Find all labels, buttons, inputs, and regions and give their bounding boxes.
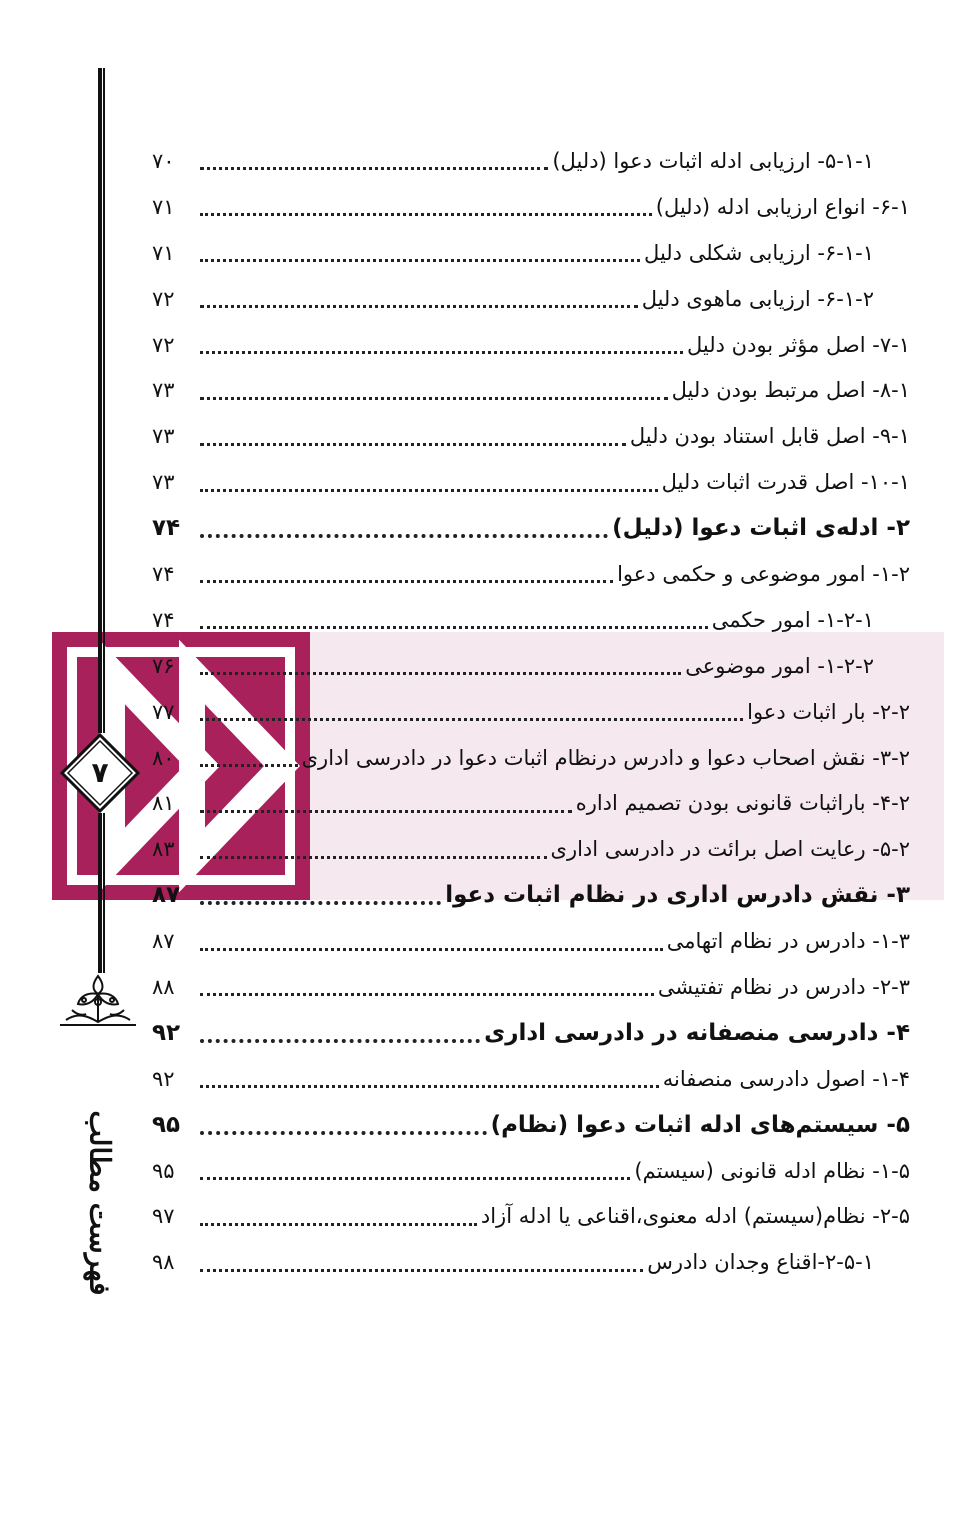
toc-dot-leader bbox=[200, 259, 640, 262]
toc-entry-title: ۲-۳- دادرس در نظام تفتیشی bbox=[657, 974, 910, 999]
toc-entry-title: ۷-۱- اصل مؤثر بودن دلیل bbox=[687, 332, 910, 357]
toc-entry-title: ۱-۵- نظام ادله قانونی (سیستم) bbox=[634, 1158, 910, 1183]
toc-entry-page-number: ۷۳ bbox=[152, 470, 175, 495]
toc-dot-leader bbox=[200, 1085, 659, 1088]
toc-entry bbox=[152, 1102, 910, 1148]
toc-entry-title: ۵-۱-۱- ارزیابی ادله اثبات دعوا (دلیل) bbox=[552, 148, 874, 173]
left-rail-bottom-inner bbox=[103, 813, 105, 973]
toc-entry bbox=[152, 780, 910, 826]
toc-entry-page-number: ۹۲ bbox=[152, 1066, 175, 1091]
toc-entry-title: ۲- ادله‌ی اثبات دعوا (دلیل) bbox=[612, 515, 910, 542]
toc-entry-page-number: ۷۶ bbox=[152, 653, 175, 678]
toc-dot-leader bbox=[200, 213, 652, 216]
toc-dot-leader bbox=[200, 764, 298, 767]
toc-entry-title: ۲-۵-۱-اقناع وجدان دادرس bbox=[647, 1250, 874, 1275]
toc-dot-leader bbox=[200, 489, 658, 492]
toc-dot-leader bbox=[200, 580, 613, 583]
toc-dot-leader bbox=[200, 672, 681, 675]
toc-entry-page-number: ۷۳ bbox=[152, 424, 175, 449]
toc-entry-page-number: ۹۷ bbox=[152, 1204, 175, 1229]
toc-dot-leader bbox=[200, 351, 683, 354]
toc-entry bbox=[152, 138, 910, 184]
toc-entry bbox=[152, 322, 910, 368]
toc-entry-page-number: ۸۷ bbox=[152, 929, 175, 954]
toc-dot-leader bbox=[200, 1177, 630, 1180]
toc-entry bbox=[152, 1010, 910, 1056]
left-rail-top-inner bbox=[103, 68, 105, 733]
toc-entry-page-number: ۸۰ bbox=[152, 745, 175, 770]
toc-entry bbox=[152, 643, 910, 689]
toc-entry-page-number: ۷۴ bbox=[152, 561, 175, 586]
toc-entry-page-number: ۸۸ bbox=[152, 974, 175, 999]
toc-entry-title: ۸-۱- اصل مرتبط بودن دلیل bbox=[671, 378, 910, 403]
toc-entry bbox=[152, 826, 910, 872]
toc-entry-title: ۵- سیستم‌های ادله اثبات دعوا (نظام) bbox=[490, 1111, 910, 1138]
toc-entry-title: ۱-۲- امور موضوعی و حکمی دعوا bbox=[617, 561, 910, 586]
toc-entry-title: ۳- نقش دادرس اداری در نظام اثبات دعوا bbox=[445, 882, 910, 909]
toc-entry bbox=[152, 597, 910, 643]
toc-dot-leader bbox=[200, 993, 654, 996]
toc-entry-title: ۱-۲-۲- امور موضوعی bbox=[685, 653, 874, 678]
toc-entry bbox=[152, 459, 910, 505]
toc-entry-page-number: ۷۳ bbox=[152, 378, 175, 403]
toc-entry-title: ۲-۵- نظام(سیستم) ادله معنوی،اقناعی یا ادله آزاد bbox=[480, 1204, 910, 1229]
toc-entry-title: ۹-۱- اصل قابل استناد بودن دلیل bbox=[629, 424, 910, 449]
toc-entry-page-number: ۷۱ bbox=[152, 194, 175, 219]
toc-dot-leader bbox=[200, 167, 548, 170]
toc-entry-title: ۱۰-۱- اصل قدرت اثبات دلیل bbox=[661, 470, 910, 495]
toc-dot-leader bbox=[200, 718, 743, 721]
toc-entry bbox=[152, 505, 910, 551]
toc-entry-title: ۳-۲- نقش اصحاب دعوا و دادرس درنظام اثبات دعوا در دادرسی اداری bbox=[301, 745, 910, 770]
toc-dot-leader bbox=[200, 443, 626, 446]
toc-dot-leader bbox=[200, 948, 663, 951]
toc-entry bbox=[152, 413, 910, 459]
toc-entry bbox=[152, 367, 910, 413]
toc-entry-title: ۱-۳- دادرس در نظام اتهامی bbox=[666, 929, 910, 954]
toc-entry-page-number: ۸۷ bbox=[152, 882, 181, 909]
toc-entry bbox=[152, 276, 910, 322]
toc-entry-title: ۶-۱-۱- ارزیابی شکلی دلیل bbox=[644, 240, 874, 265]
toc-entry bbox=[152, 1239, 910, 1285]
toc-entry-page-number: ۸۳ bbox=[152, 837, 175, 862]
toc-entry-page-number: ۷۲ bbox=[152, 286, 175, 311]
table-of-contents bbox=[152, 138, 910, 1285]
toc-entry-title: ۵-۲- رعایت اصل برائت در دادرسی اداری bbox=[550, 837, 910, 862]
toc-dot-leader bbox=[200, 1039, 480, 1043]
toc-entry bbox=[152, 735, 910, 781]
toc-entry-page-number: ۹۵ bbox=[152, 1111, 181, 1138]
toc-dot-leader bbox=[200, 397, 668, 400]
toc-entry bbox=[152, 872, 910, 918]
toc-entry bbox=[152, 964, 910, 1010]
toc-entry bbox=[152, 1148, 910, 1194]
toc-entry-page-number: ۷۱ bbox=[152, 240, 175, 265]
toc-dot-leader bbox=[200, 810, 572, 813]
toc-entry-page-number: ۸۱ bbox=[152, 791, 175, 816]
toc-entry bbox=[152, 1193, 910, 1239]
left-rail-top bbox=[98, 68, 102, 733]
toc-entry bbox=[152, 689, 910, 735]
toc-dot-leader bbox=[200, 534, 608, 538]
toc-dot-leader bbox=[200, 1131, 487, 1135]
toc-entry-page-number: ۷۲ bbox=[152, 332, 175, 357]
toc-dot-leader bbox=[200, 1223, 477, 1226]
toc-entry bbox=[152, 184, 910, 230]
toc-entry bbox=[152, 1056, 910, 1102]
floral-ornament-icon bbox=[58, 972, 138, 1028]
toc-entry-title: ۶-۱-۲- ارزیابی ماهوی دلیل bbox=[641, 286, 874, 311]
side-label bbox=[70, 1110, 130, 1296]
toc-entry-page-number: ۷۷ bbox=[152, 699, 175, 724]
toc-entry-page-number: ۷۰ bbox=[152, 148, 175, 173]
toc-entry-page-number: ۷۴ bbox=[152, 607, 175, 632]
toc-entry bbox=[152, 551, 910, 597]
toc-dot-leader bbox=[200, 901, 441, 905]
page-number-badge bbox=[60, 733, 140, 813]
toc-dot-leader bbox=[200, 305, 638, 308]
toc-entry-title: ۲-۲- بار اثبات دعوا bbox=[747, 699, 910, 724]
toc-entry-title: ۶-۱- انواع ارزیابی ادله (دلیل) bbox=[655, 194, 910, 219]
toc-dot-leader bbox=[200, 626, 708, 629]
toc-entry bbox=[152, 230, 910, 276]
left-rail-bottom bbox=[98, 813, 102, 973]
toc-entry-page-number: ۹۲ bbox=[152, 1019, 181, 1046]
toc-dot-leader bbox=[200, 856, 547, 859]
toc-entry-page-number: ۹۵ bbox=[152, 1158, 175, 1183]
toc-entry-title: ۱-۴- اصول دادرسی منصفانه bbox=[662, 1066, 910, 1091]
toc-entry-title: ۱-۲-۱- امور حکمی bbox=[711, 607, 874, 632]
toc-entry-page-number: ۹۸ bbox=[152, 1250, 175, 1275]
toc-entry bbox=[152, 918, 910, 964]
toc-entry-title: ۴- دادرسی منصفانه در دادرسی اداری bbox=[484, 1019, 910, 1046]
toc-dot-leader bbox=[200, 1269, 643, 1272]
toc-entry-page-number: ۷۴ bbox=[152, 515, 181, 542]
side-label-text: فهرست مطالب bbox=[83, 1110, 117, 1296]
page-number: ۷ bbox=[91, 756, 109, 789]
toc-entry-title: ۴-۲- باراثبات قانونی بودن تصمیم اداره bbox=[575, 791, 910, 816]
